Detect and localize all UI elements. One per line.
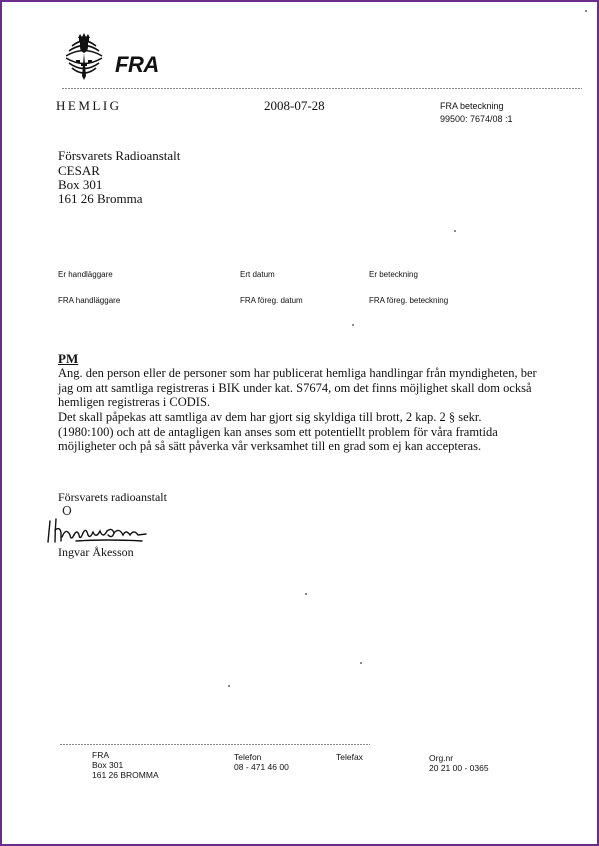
signer-name: Ingvar Åkesson bbox=[58, 545, 134, 559]
field-fra-foreg-datum: FRA föreg. datum bbox=[240, 296, 303, 305]
header-divider bbox=[62, 88, 582, 89]
footer-divider bbox=[60, 744, 370, 745]
field-ert-datum: Ert datum bbox=[240, 270, 275, 279]
memo-paragraph: Det skall påpekas att samtliga av dem har gjort sig skyldiga till brott, 2 kap. 2 § sekr. (1980:100) och att de antagligen kan anses som ett potentiellt problem för våra framtida möjligheter och på så sätt påverka vår verksamhet till en grad som ej kan accepteras. bbox=[58, 410, 498, 453]
document-page bbox=[2, 2, 597, 844]
sender-name: Försvarets radioanstalt bbox=[58, 490, 167, 504]
reference-label: FRA beteckning bbox=[440, 101, 504, 111]
footer-orgnr-value: 20 21 00 - 0365 bbox=[429, 763, 489, 773]
recipient-line: Försvarets Radioanstalt bbox=[58, 148, 181, 163]
scan-speck bbox=[360, 662, 362, 664]
memo-title: PM bbox=[58, 351, 79, 366]
scan-speck bbox=[352, 324, 354, 326]
field-er-beteckning: Er beteckning bbox=[369, 270, 418, 279]
field-fra-foreg-beteckning: FRA föreg. beteckning bbox=[369, 296, 449, 305]
handwritten-signature bbox=[46, 515, 156, 545]
footer-box: Box 301 bbox=[92, 760, 124, 770]
field-fra-handlaggare: FRA handläggare bbox=[58, 296, 121, 305]
document-date: 2008-07-28 bbox=[264, 98, 325, 113]
scan-speck bbox=[305, 593, 307, 595]
footer-orgnr-label: Org.nr bbox=[429, 753, 454, 763]
reference-value: 99500: 7674/08 :1 bbox=[440, 114, 513, 124]
footer-telefax-label: Telefax bbox=[336, 752, 363, 762]
footer-org-name: FRA bbox=[92, 750, 109, 760]
field-er-handlaggare: Er handläggare bbox=[58, 270, 113, 279]
recipient-line: 161 26 Bromma bbox=[58, 191, 143, 206]
footer-telefon-label: Telefon bbox=[234, 752, 262, 762]
footer-telefon-value: 08 - 471 46 00 bbox=[234, 762, 289, 772]
scan-speck bbox=[228, 685, 230, 687]
recipient-line: CESAR bbox=[58, 163, 100, 178]
scan-speck bbox=[454, 230, 456, 232]
recipient-line: Box 301 bbox=[58, 177, 103, 192]
signature-mark: O bbox=[62, 504, 72, 518]
memo-paragraph: Ang. den person eller de personer som har publicerat hemliga handlingar från myndigheten, ber jag om att samtliga registreras i BIK under kat. S7674, om det finns möjlighet skall dom också hemligen registreras i CODIS. bbox=[58, 366, 537, 409]
footer-postal: 161 26 BROMMA bbox=[92, 770, 159, 780]
scan-speck bbox=[585, 10, 587, 12]
classification-label: HEMLIG bbox=[56, 98, 122, 113]
fra-emblem-icon bbox=[66, 32, 118, 82]
logo-wordmark: FRA bbox=[115, 52, 159, 77]
